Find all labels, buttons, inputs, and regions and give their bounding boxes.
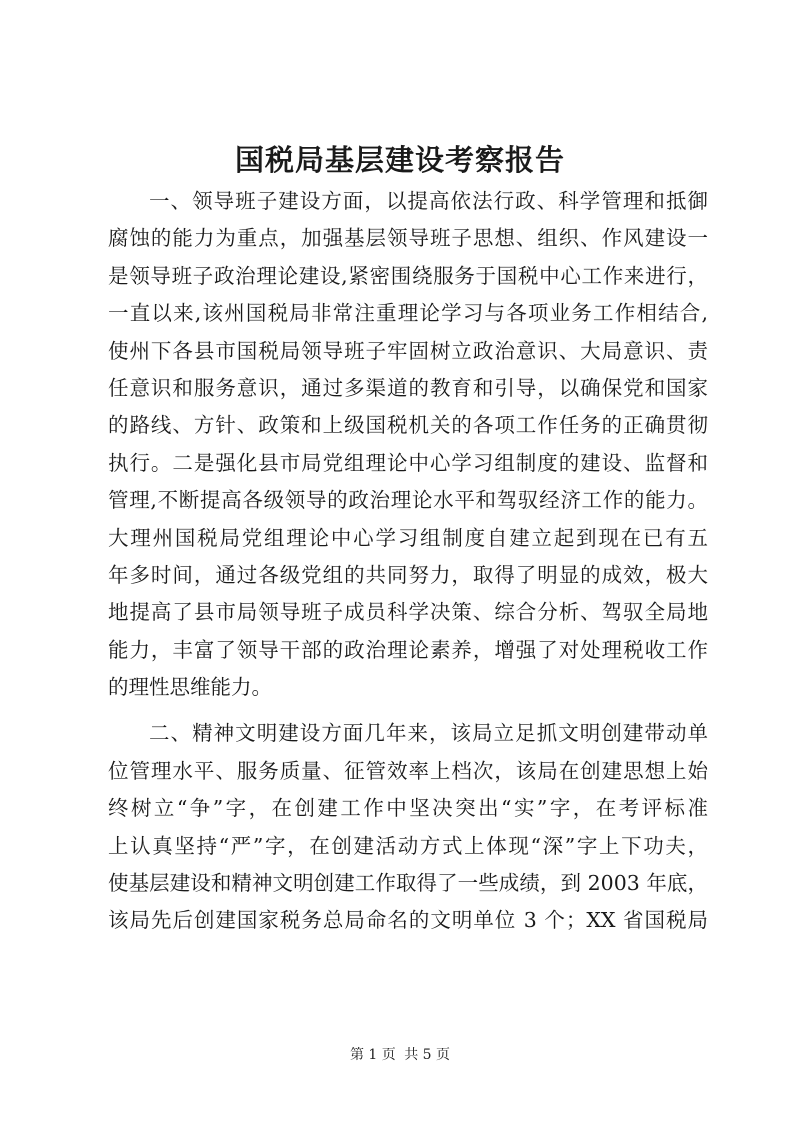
paragraph-2-line: 终树立“争”字，在创建工作中坚决突出“实”字，在考评标准 — [108, 796, 708, 821]
paragraph-2-line: 位管理水平、服务质量、征管效率上档次，该局在创建思想上始 — [108, 758, 708, 783]
document-body — [108, 183, 708, 940]
paragraph-1-line: 地提高了县市局领导班子成员科学决策、综合分析、驾驭全局地 — [108, 600, 708, 625]
paragraph-1-line: 一直以来,该州国税局非常注重理论学习与各项业务工作相结合, — [108, 301, 708, 326]
paragraph-1-line: 管理,不断提高各级领导的政治理论水平和驾驭经济工作的能力。 — [108, 488, 708, 513]
paragraph-1-line: 使州下各县市国税局领导班子牢固树立政治意识、大局意识、责 — [108, 338, 708, 363]
paragraph-2-line: 该局先后创建国家税务总局命名的文明单位 3 个；XX 省国税局 — [108, 908, 708, 933]
paragraph-2-line: 使基层建设和精神文明创建工作取得了一些成绩，到 2003 年底， — [108, 871, 708, 896]
paragraph-1-line: 大理州国税局党组理论中心学习组制度自建立起到现在已有五 — [108, 525, 708, 550]
page-total: 共 5 页 — [404, 1047, 451, 1063]
paragraph-1-line: 腐蚀的能力为重点，加强基层领导班子思想、组织、作风建设一 — [108, 226, 708, 251]
paragraph-1-line: 能力，丰富了领导干部的政治理论素养，增强了对处理税收工作 — [108, 637, 708, 662]
paragraph-1-line: 任意识和服务意识，通过多渠道的教育和引导，以确保党和国家 — [108, 375, 708, 400]
paragraph-1-line: 年多时间，通过各级党组的共同努力，取得了明显的成效，极大 — [108, 562, 708, 587]
paragraph-2-line: 上认真坚持“严”字，在创建活动方式上体现“深”字上下功夫， — [108, 833, 708, 858]
paragraph-1-line: 的理性思维能力。 — [108, 675, 272, 700]
paragraph-spacer — [108, 706, 708, 715]
page-number: 第 1 页 — [349, 1047, 396, 1063]
paragraph-1-line: 一、领导班子建设方面，以提高依法行政、科学管理和抵御 — [149, 189, 708, 213]
paragraph-1-line: 是领导班子政治理论建设,紧密围绕服务于国税中心工作来进行， — [108, 263, 708, 288]
paragraph-2-line: 二、精神文明建设方面几年来，该局立足抓文明创建带动单 — [149, 721, 708, 746]
paragraph-1-line: 执行。二是强化县市局党组理论中心学习组制度的建设、监督和 — [108, 450, 708, 475]
document-title: 国税局基层建设考察报告 — [234, 143, 565, 177]
page-footer — [0, 1045, 800, 1065]
paragraph-1-line: 的路线、方针、政策和上级国税机关的各项工作任务的正确贯彻 — [108, 413, 708, 438]
